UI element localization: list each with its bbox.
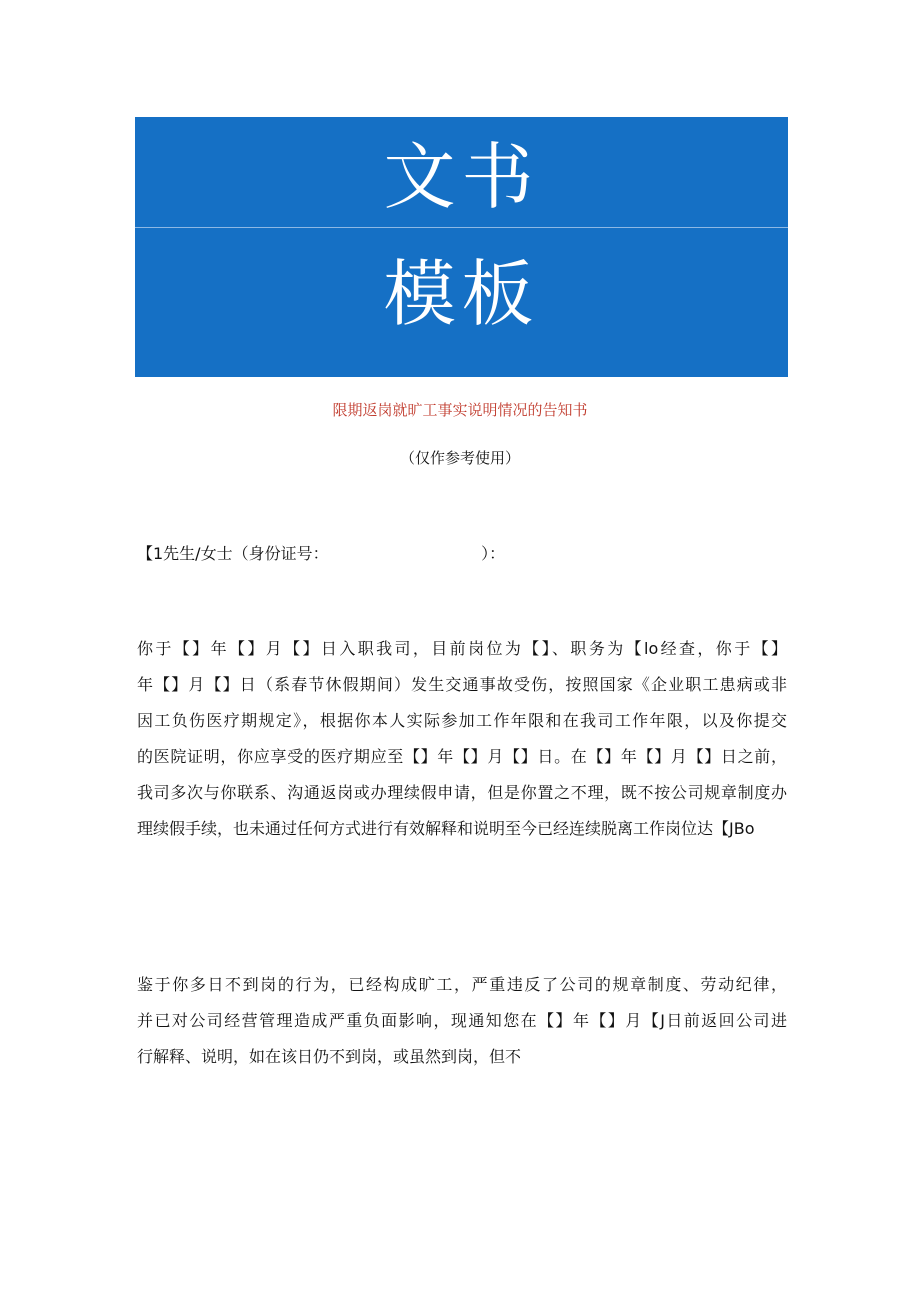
paragraph-1 [137, 631, 787, 847]
cover-banner [135, 117, 788, 377]
paragraph-1-line: 的医院证明，你应享受的医疗期应至【】年【】月【】日。在【】年【】月【】日之前， [137, 747, 787, 766]
paragraph-2-line: 鉴于你多日不到岗的行为，已经构成旷工，严重违反了公司的规章制度、劳动纪律， [137, 975, 787, 994]
banner-title-line-1: 文书 [383, 135, 540, 219]
paragraph-1-line: 我司多次与你联系、沟通返岗或办理续假申请，但是你置之不理，既不按公司规章制度办 [137, 783, 787, 802]
paragraph-1-line: 你于【】年【】月【】日入职我司，目前岗位为【】、职务为【lo经查，你于【】 [137, 639, 787, 658]
paragraph-1-line: 理续假手续，也未通过任何方式进行有效解释和说明至今已经连续脱离工作岗位达【JBo [137, 819, 755, 838]
paragraph-2-line: 并已对公司经营管理造成严重负面影响，现通知您在【】年【】月【J日前返回公司进 [137, 1011, 787, 1030]
salutation-line: 【1先生/女士（身份证号： ）： [137, 544, 506, 563]
paragraph-1-line: 年【】月【】日（系春节休假期间）发生交通事故受伤，按照国家《企业职工患病或非 [137, 675, 787, 694]
paragraph-2 [137, 967, 787, 1075]
paragraph-1-line: 因工负伤医疗期规定》，根据你本人实际参加工作年限和在我司工作年限，以及你提交 [137, 711, 787, 730]
paragraph-2-line: 行解释、说明，如在该日仍不到岗，或虽然到岗，但不 [137, 1047, 522, 1066]
banner-title-line-2: 模板 [383, 252, 540, 336]
banner-divider [135, 227, 788, 228]
document-subtitle: （仅作参考使用） [399, 449, 520, 467]
document-title: 限期返岗就旷工事实说明情况的告知书 [332, 401, 588, 419]
